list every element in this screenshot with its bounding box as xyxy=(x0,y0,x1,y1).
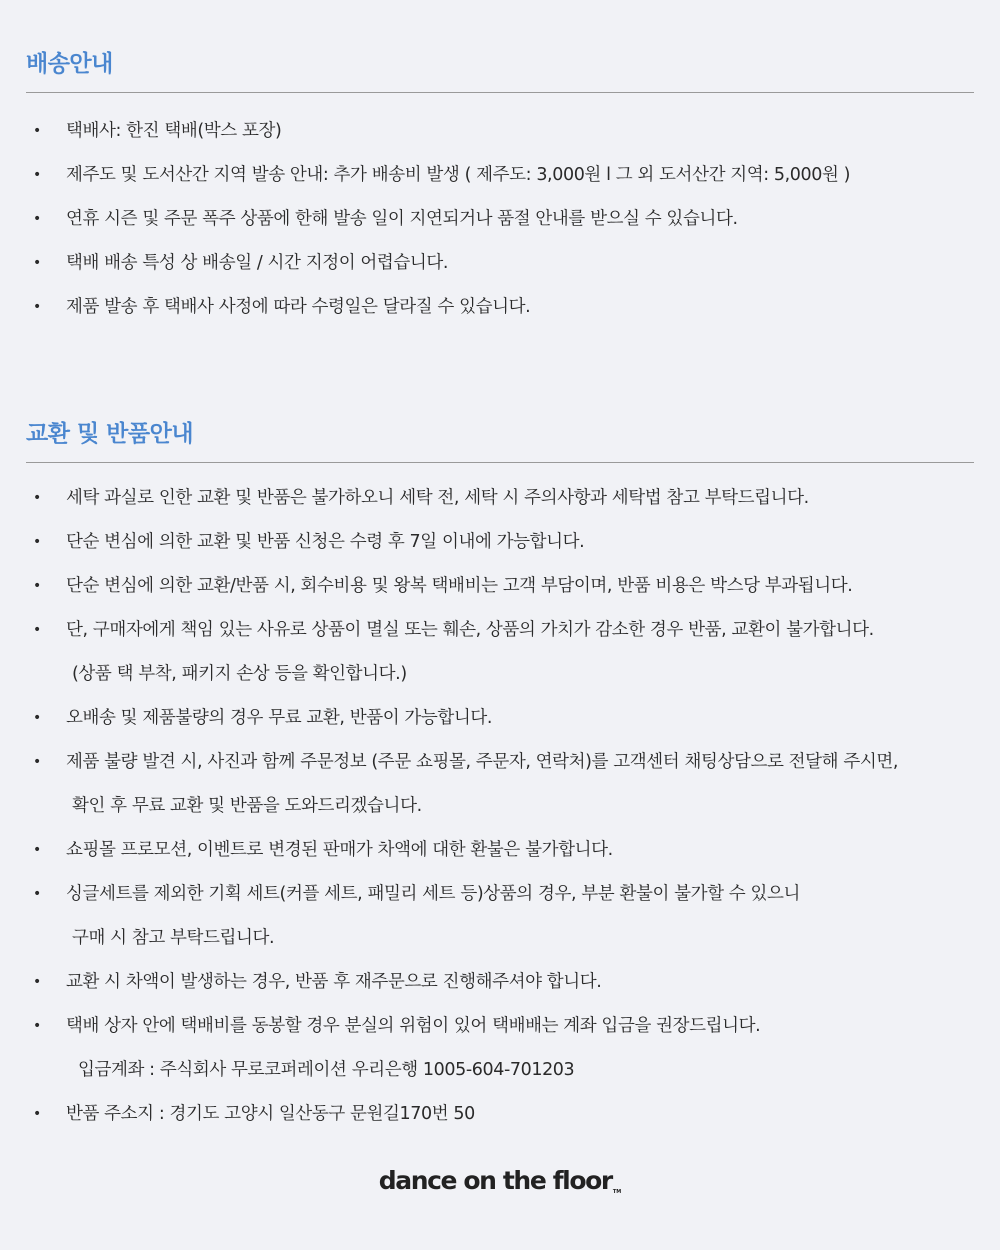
returns-item-damage xyxy=(26,608,974,652)
bullet-icon: • xyxy=(33,578,41,594)
bullet-icon: • xyxy=(33,211,41,227)
list-item-text: 단순 변심에 의한 교환 및 반품 신청은 수령 후 7일 이내에 가능합니다. xyxy=(66,532,585,552)
brand-logo xyxy=(0,1166,1000,1195)
list-item-text: 싱글세트를 제외한 기획 세트(커플 세트, 패밀리 세트 등)상품의 경우, 부분 환불이 불가할 수 있으니 xyxy=(66,884,800,904)
returns-item-promotion xyxy=(26,828,974,872)
bullet-icon: • xyxy=(33,842,41,858)
shipping-item-island-fee xyxy=(26,153,974,197)
bullet-icon: • xyxy=(33,534,41,550)
returns-item-return-address xyxy=(26,1092,974,1136)
list-item-text: 입금계좌 : 주식회사 무로코퍼레이션 우리은행 1005-604-701203 xyxy=(78,1060,575,1080)
returns-item-defect-report-cont xyxy=(26,784,974,828)
returns-item-change-of-mind xyxy=(26,520,974,564)
bullet-icon: • xyxy=(33,1106,41,1122)
list-item-text: 확인 후 무료 교환 및 반품을 도와드리겠습니다. xyxy=(72,796,422,816)
list-item-text: 제품 불량 발견 시, 사진과 함께 주문정보 (주문 쇼핑몰, 주문자, 연락처)를 고객센터 채팅상담으로 전달해 주시면, xyxy=(66,752,899,772)
returns-item-defect-report xyxy=(26,740,974,784)
returns-divider xyxy=(26,462,974,463)
returns-item-bank-account xyxy=(26,1048,974,1092)
bullet-icon: • xyxy=(33,1018,41,1034)
shipping-section xyxy=(26,48,974,329)
list-item-text: 제품 발송 후 택배사 사정에 따라 수령일은 달라질 수 있습니다. xyxy=(66,297,531,317)
bullet-icon: • xyxy=(33,490,41,506)
returns-item-price-difference xyxy=(26,960,974,1004)
bullet-icon: • xyxy=(33,710,41,726)
list-item-text: 세탁 과실로 인한 교환 및 반품은 불가하오니 세탁 전, 세탁 시 주의사항과 세탁법 참고 부탁드립니다. xyxy=(66,488,809,508)
list-item-text: 단, 구매자에게 책임 있는 사유로 상품이 멸실 또는 훼손, 상품의 가치가 감소한 경우 반품, 교환이 불가합니다. xyxy=(66,620,874,640)
bullet-icon: • xyxy=(33,622,41,638)
shipping-list xyxy=(26,109,974,329)
list-item-text: 연휴 시즌 및 주문 폭주 상품에 한해 발송 일이 지연되거나 품절 안내를 받으실 수 있습니다. xyxy=(66,209,738,229)
list-item-text: 반품 주소지 : 경기도 고양시 일산동구 문원길170번 50 xyxy=(66,1104,475,1124)
shipping-title: 배송안내 xyxy=(26,51,113,77)
returns-title: 교환 및 반품안내 xyxy=(26,421,194,447)
returns-item-shipping-fee xyxy=(26,1004,974,1048)
bullet-icon: • xyxy=(33,974,41,990)
list-item-text: 택배사: 한진 택배(박스 포장) xyxy=(66,121,282,141)
list-item-text: 쇼핑몰 프로모션, 이벤트로 변경된 판매가 차액에 대한 환불은 불가합니다. xyxy=(66,840,613,860)
list-item-text: 구매 시 참고 부탁드립니다. xyxy=(72,928,275,948)
returns-item-customer-pays xyxy=(26,564,974,608)
returns-list xyxy=(26,476,974,1136)
returns-item-damage-note xyxy=(26,652,974,696)
shipping-item-arrival-varies xyxy=(26,285,974,329)
bullet-icon: • xyxy=(33,886,41,902)
list-item-text: 교환 시 차액이 발생하는 경우, 반품 후 재주문으로 진행해주셔야 합니다. xyxy=(66,972,602,992)
brand-logo-text: dance on the floor xyxy=(378,1166,612,1195)
returns-item-set-products xyxy=(26,872,974,916)
list-item-text: (상품 택 부착, 패키지 손상 등을 확인합니다.) xyxy=(72,664,407,684)
shipping-item-holiday-delay xyxy=(26,197,974,241)
bullet-icon: • xyxy=(33,123,41,139)
list-item-text: 제주도 및 도서산간 지역 발송 안내: 추가 배송비 발생 ( 제주도: 3,000원 l 그 외 도서산간 지역: 5,000원 ) xyxy=(66,165,851,185)
shipping-item-carrier xyxy=(26,109,974,153)
list-item-text: 오배송 및 제품불량의 경우 무료 교환, 반품이 가능합니다. xyxy=(66,708,493,728)
bullet-icon: • xyxy=(33,167,41,183)
bullet-icon: • xyxy=(33,255,41,271)
returns-section xyxy=(26,418,974,1136)
list-item-text: 택배 상자 안에 택배비를 동봉할 경우 분실의 위험이 있어 택배배는 계좌 입금을 권장드립니다. xyxy=(66,1016,761,1036)
bullet-icon: • xyxy=(33,299,41,315)
bullet-icon: • xyxy=(33,754,41,770)
list-item-text: 단순 변심에 의한 교환/반품 시, 회수비용 및 왕복 택배비는 고객 부담이며, 반품 비용은 박스당 부과됩니다. xyxy=(66,576,853,596)
shipping-item-no-scheduling xyxy=(26,241,974,285)
list-item-text: 택배 배송 특성 상 배송일 / 시간 지정이 어렵습니다. xyxy=(66,253,449,273)
returns-item-wrong-delivery xyxy=(26,696,974,740)
returns-item-set-products-cont xyxy=(26,916,974,960)
shipping-divider xyxy=(26,92,974,93)
trademark-mark: TM xyxy=(612,1189,622,1195)
returns-item-laundry xyxy=(26,476,974,520)
